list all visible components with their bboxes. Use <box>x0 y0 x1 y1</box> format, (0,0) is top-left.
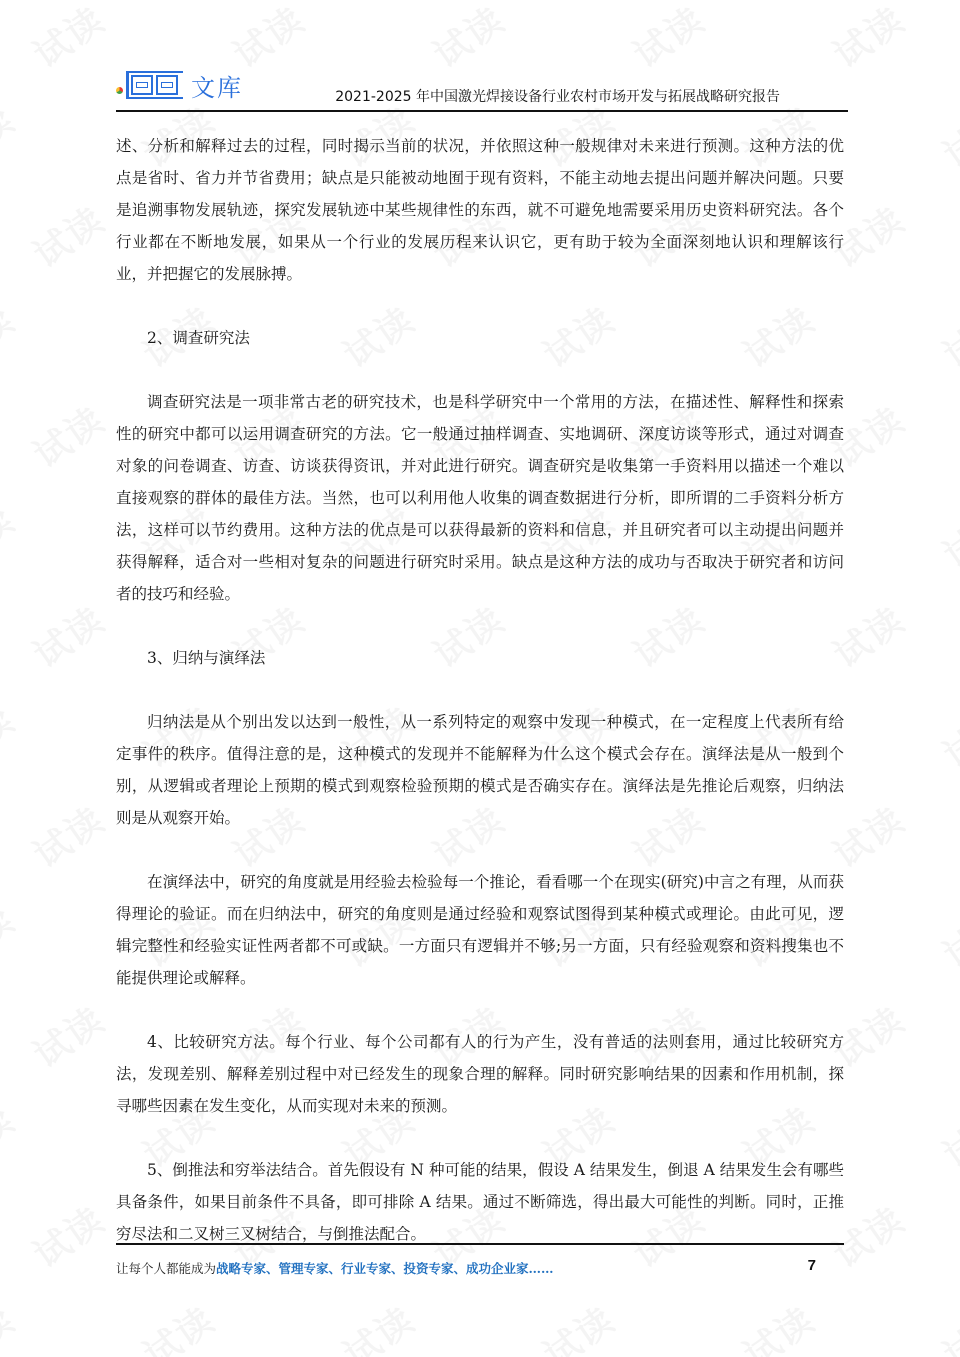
footer-slogan-prefix: 让每个人都能成为 <box>116 1261 217 1276</box>
paragraph-deduction: 在演绎法中，研究的角度就是用经验去检验每一个推论，看看哪一个在现实(研究)中言之有理，从而获得理论的验证。而在归纳法中，研究的角度则是通过经验和观察试图得到某种模式或理论。由此可见，逻辑完整性和经验实证性两者都不可或缺。一方面只有逻辑并不够;另一方面，只有经验观察和资料搜集也不能提供理论或解释。 <box>116 873 844 987</box>
paragraph-historical-method-cont: 述、分析和解释过去的过程，同时揭示当前的状况，并依照这种一般规律对未来进行预测。这种方法的优点是省时、省力并节省费用；缺点是只能被动地囿于现有资料，不能主动地去提出问题并解决问题。只要是追溯事物发展轨迹，探究发展轨迹中某些规律性的东西，就不可避免地需要采用历史资料研究法。各个行业都在不断地发展，如果从一个行业的发展历程来认识它，更有助于较为全面深刻地认识和理解该行业，并把握它的发展脉搏。 <box>116 137 844 283</box>
body-content <box>116 130 844 1250</box>
paragraph-induction: 归纳法是从个别出发以达到一般性，从一系列特定的观察中发现一种模式，在一定程度上代表所有给定事件的秩序。值得注意的是，这种模式的发现并不能解释为什么这个模式会存在。演绎法是从一般到个别，从逻辑或者理论上预期的模式到观察检验预期的模式是否确实存在。演绎法是先推论后观察，归纳法则是从观察开始。 <box>116 713 844 827</box>
paragraph-comparative-method: 4、比较研究方法。每个行业、每个公司都有人的行为产生，没有普适的法则套用，通过比较研究方法，发现差别、解释差别过程中对已经发生的现象合理的解释。同时研究影响结果的因素和作用机制，探寻哪些因素在发生变化，从而实现对未来的预测。 <box>116 1033 844 1115</box>
page-header <box>116 66 848 112</box>
paragraph-survey-method: 调查研究法是一项非常古老的研究技术，也是科学研究中一个常用的方法，在描述性、解释性和探索性的研究中都可以运用调查研究的方法。它一般通过抽样调查、实地调研、深度访谈等形式，通过对调查对象的问卷调查、访查、访谈获得资讯，并对此进行研究。调查研究是收集第一手资料用以描述一个难以直接观察的群体的最佳方法。当然，也可以利用他人收集的调查数据进行分析，即所谓的二手资料分析方法，这样可以节约费用。这种方法的优点是可以获得最新的资料和信息，并且研究者可以主动提出问题并获得解释，适合对一些相对复杂的问题进行研究时采用。缺点是这种方法的成功与否取决于研究者和访问者的技巧和经验。 <box>116 393 844 603</box>
page-number: 7 <box>807 1257 816 1274</box>
logo-mark-icon <box>126 71 183 99</box>
paragraph-backward-exhaustive-method: 5、倒推法和穷举法结合。首先假设有 N 种可能的结果，假设 A 结果发生，倒退 A 结果发生会有哪些具备条件，如果目前条件不具备，即可排除 A 结果。通过不断筛选，得出最大可能性的判断。同时，正推穷尽法和二叉树三叉树结合，与倒推法配合。 <box>116 1161 844 1243</box>
site-logo[interactable] <box>116 70 243 100</box>
footer-divider <box>116 1243 844 1245</box>
logo-color-dot-icon <box>116 87 123 94</box>
footer-slogan-highlight: 战略专家、管理专家、行业专家、投资专家、成功企业家…… <box>216 1261 554 1276</box>
section-heading-induction-deduction: 3、归纳与演绎法 <box>147 649 266 667</box>
report-title: 2021-2025 年中国激光焊接设备行业农村市场开发与拓展战略研究报告 <box>335 89 780 105</box>
section-heading-survey-method: 2、调查研究法 <box>147 329 250 347</box>
page-footer <box>116 1259 844 1277</box>
logo-text: 文库 <box>191 73 243 102</box>
